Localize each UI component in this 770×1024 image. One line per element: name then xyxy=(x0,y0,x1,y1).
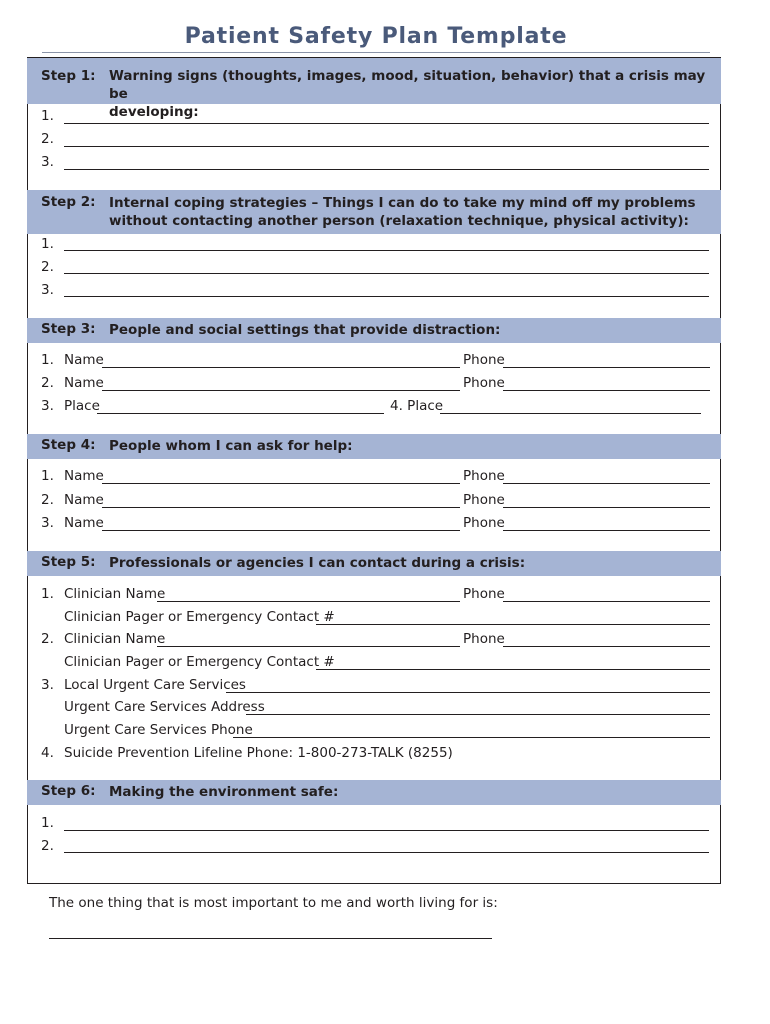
step-4-item-3-name-line[interactable] xyxy=(102,530,460,531)
step-2-item-3-number: 3. xyxy=(41,282,54,298)
step-2-item-1-line[interactable] xyxy=(64,250,709,251)
step-3-item-1-name-line[interactable] xyxy=(102,367,460,368)
step-4-item-2-phone-label: Phone xyxy=(463,492,505,508)
step-5-item-2-number: 2. xyxy=(41,631,54,647)
step-5-urgent-address-label: Urgent Care Services Address xyxy=(64,699,265,715)
step-5-description: Professionals or agencies I can contact during a crisis: xyxy=(109,555,526,571)
step-4-label: Step 4: xyxy=(41,437,96,453)
step-1-desc-line-2: developing: xyxy=(109,104,199,120)
step-2-header xyxy=(27,190,721,234)
step-3-item-4-place-line[interactable] xyxy=(440,413,701,414)
step-3-item-2-phone-label: Phone xyxy=(463,375,505,391)
step-3-item-1-number: 1. xyxy=(41,352,54,368)
step-6-description: Making the environment safe: xyxy=(109,784,339,800)
step-5-item-2-phone-line[interactable] xyxy=(503,646,710,647)
step-3-header xyxy=(27,318,721,343)
step-3-item-2-name-line[interactable] xyxy=(102,390,460,391)
step-2-item-2-number: 2. xyxy=(41,259,54,275)
step-4-header xyxy=(27,434,721,459)
step-5-item-1-clinician-line[interactable] xyxy=(157,601,460,602)
step-2-desc-line-1: Internal coping strategies – Things I can do to take my mind off my problems xyxy=(109,195,696,211)
step-3-label: Step 3: xyxy=(41,321,96,337)
step-1-item-2-number: 2. xyxy=(41,131,54,147)
step-4-item-3-phone-line[interactable] xyxy=(503,530,710,531)
step-4-item-1-number: 1. xyxy=(41,468,54,484)
step-3-item-2-number: 2. xyxy=(41,375,54,391)
closing-prompt: The one thing that is most important to me and worth living for is: xyxy=(49,895,498,911)
step-5-item-4-number: 4. xyxy=(41,745,54,761)
step-3-item-2-name-label: Name xyxy=(64,375,104,391)
step-2-item-1-number: 1. xyxy=(41,236,54,252)
step-5-urgent-address-line[interactable] xyxy=(246,714,710,715)
step-5-item-1-clinician-label: Clinician Name xyxy=(64,586,166,602)
step-3-item-1-name-label: Name xyxy=(64,352,104,368)
step-4-item-2-name-line[interactable] xyxy=(102,507,460,508)
step-3-item-3-number: 3. xyxy=(41,398,54,414)
step-4-item-1-name-line[interactable] xyxy=(102,483,460,484)
step-5-item-1-phone-line[interactable] xyxy=(503,601,710,602)
step-5-item-1-phone-label: Phone xyxy=(463,586,505,602)
step-5-urgent-phone-line[interactable] xyxy=(233,737,710,738)
step-2-desc-line-2: without contacting another person (relaxation technique, physical activity): xyxy=(109,213,689,229)
step-6-item-1-number: 1. xyxy=(41,815,54,831)
step-5-item-1-number: 1. xyxy=(41,586,54,602)
step-1-desc-line-1: Warning signs (thoughts, images, mood, situation, behavior) that a crisis may be xyxy=(109,68,706,102)
step-1-label: Step 1: xyxy=(41,68,96,84)
step-5-item-1-pager-line[interactable] xyxy=(316,624,710,625)
closing-answer-line[interactable] xyxy=(49,938,492,939)
title-divider xyxy=(42,52,710,53)
step-5-label: Step 5: xyxy=(41,554,96,570)
step-3-item-1-phone-label: Phone xyxy=(463,352,505,368)
step-5-item-3-number: 3. xyxy=(41,677,54,693)
step-2-item-3-line[interactable] xyxy=(64,296,709,297)
step-6-item-2-number: 2. xyxy=(41,838,54,854)
step-4-item-2-phone-line[interactable] xyxy=(503,507,710,508)
step-2-description xyxy=(109,194,709,230)
step-6-item-1-line[interactable] xyxy=(64,830,709,831)
step-4-item-1-name-label: Name xyxy=(64,468,104,484)
step-1-item-2-line[interactable] xyxy=(64,146,709,147)
step-5-item-2-pager-label: Clinician Pager or Emergency Contact # xyxy=(64,654,335,670)
step-1-item-3-number: 3. xyxy=(41,154,54,170)
step-5-urgent-care-line[interactable] xyxy=(226,692,710,693)
step-3-item-3-place-label: Place xyxy=(64,398,100,414)
step-4-item-1-phone-label: Phone xyxy=(463,468,505,484)
step-2-item-2-line[interactable] xyxy=(64,273,709,274)
step-1-item-3-line[interactable] xyxy=(64,169,709,170)
step-5-item-2-clinician-line[interactable] xyxy=(157,646,460,647)
step-4-item-3-name-label: Name xyxy=(64,515,104,531)
page-title: Patient Safety Plan Template xyxy=(184,24,568,49)
step-3-item-2-phone-line[interactable] xyxy=(503,390,710,391)
step-1-description xyxy=(109,67,709,121)
step-5-lifeline-text: Suicide Prevention Lifeline Phone: 1-800-273-TALK (8255) xyxy=(64,745,453,761)
step-3-description: People and social settings that provide distraction: xyxy=(109,322,501,338)
step-3-item-3-place-line[interactable] xyxy=(97,413,384,414)
step-5-item-1-pager-label: Clinician Pager or Emergency Contact # xyxy=(64,609,335,625)
step-5-item-2-phone-label: Phone xyxy=(463,631,505,647)
step-6-label: Step 6: xyxy=(41,783,96,799)
step-4-item-2-name-label: Name xyxy=(64,492,104,508)
step-6-header xyxy=(27,780,721,805)
step-3-item-1-phone-line[interactable] xyxy=(503,367,710,368)
step-1-header xyxy=(27,58,721,120)
step-4-item-3-number: 3. xyxy=(41,515,54,531)
step-4-item-1-phone-line[interactable] xyxy=(503,483,710,484)
step-1-item-1-line[interactable] xyxy=(64,123,709,124)
step-5-item-2-clinician-label: Clinician Name xyxy=(64,631,166,647)
step-5-urgent-phone-label: Urgent Care Services Phone xyxy=(64,722,253,738)
step-1-item-1-number: 1. xyxy=(41,108,54,124)
step-6-item-2-line[interactable] xyxy=(64,852,709,853)
step-5-item-2-pager-line[interactable] xyxy=(316,669,710,670)
step-2-label: Step 2: xyxy=(41,194,96,210)
step-4-item-2-number: 2. xyxy=(41,492,54,508)
step-3-item-4-place-label: 4. Place xyxy=(390,398,444,414)
step-5-header xyxy=(27,551,721,576)
step-5-urgent-care-label: Local Urgent Care Services xyxy=(64,677,246,693)
step-4-item-3-phone-label: Phone xyxy=(463,515,505,531)
step-4-description: People whom I can ask for help: xyxy=(109,438,353,454)
